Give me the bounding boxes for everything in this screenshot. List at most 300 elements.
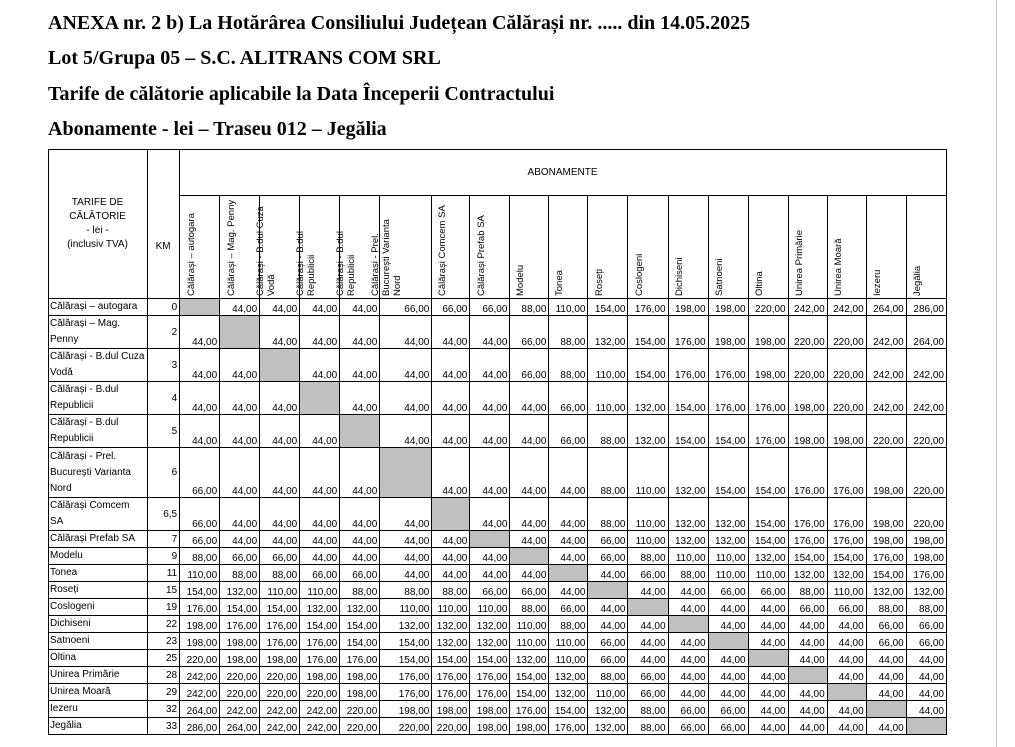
fare-cell: 286,00: [906, 299, 946, 316]
fare-cell: 44,00: [340, 498, 380, 531]
fare-cell: 132,00: [470, 616, 510, 633]
fare-cell: 154,00: [628, 349, 668, 382]
fare-cell: 44,00: [220, 448, 260, 498]
diagonal-cell: [510, 548, 549, 565]
fare-cell: 66,00: [180, 498, 220, 531]
fare-cell: 132,00: [300, 599, 340, 616]
fare-cell: 132,00: [906, 582, 946, 599]
column-header: [180, 196, 220, 299]
fare-cell: 220,00: [220, 667, 260, 684]
fare-cell: 44,00: [788, 633, 827, 650]
row-label: Unirea Primărie: [49, 667, 148, 684]
fare-cell: 176,00: [827, 448, 866, 498]
fare-cell: 66,00: [748, 582, 788, 599]
column-header-label: Jegălia: [912, 265, 924, 296]
fare-cell: 154,00: [300, 616, 340, 633]
fare-cell: 132,00: [708, 531, 748, 548]
fare-cell: 44,00: [380, 316, 432, 349]
column-header: [369, 196, 432, 299]
fare-cell: 176,00: [708, 382, 748, 415]
fare-cell: 198,00: [866, 531, 906, 548]
fare-cell: 44,00: [708, 667, 748, 684]
fare-cell: 154,00: [788, 548, 827, 565]
fare-cell: 154,00: [748, 498, 788, 531]
fare-cell: 242,00: [300, 701, 340, 718]
fare-cell: 220,00: [380, 718, 432, 735]
diagonal-cell: [788, 667, 827, 684]
fare-cell: 242,00: [906, 349, 946, 382]
fare-cell: 132,00: [588, 701, 628, 718]
fare-cell: 88,00: [549, 349, 588, 382]
column-header: [748, 196, 788, 299]
fare-cell: 66,00: [588, 633, 628, 650]
fare-cell: 110,00: [300, 582, 340, 599]
fare-cell: 110,00: [549, 650, 588, 667]
row-km: 3: [148, 349, 180, 382]
tariff-table: [48, 149, 947, 735]
fare-cell: 198,00: [340, 684, 380, 701]
fare-cell: 110,00: [628, 531, 668, 548]
row-km: 2: [148, 316, 180, 349]
fare-cell: 132,00: [432, 633, 470, 650]
fare-cell: 44,00: [827, 650, 866, 667]
fare-cell: 44,00: [748, 599, 788, 616]
fare-cell: 176,00: [470, 667, 510, 684]
fare-cell: 176,00: [220, 616, 260, 633]
row-label: Călărași - B.dul Republicii: [49, 415, 148, 448]
fare-cell: 132,00: [866, 582, 906, 599]
fare-cell: 44,00: [340, 349, 380, 382]
table-row: [49, 582, 947, 599]
column-header-label: Unirea Moară: [832, 238, 844, 296]
fare-cell: 154,00: [668, 415, 708, 448]
column-header-label: Călărași Comcem SA: [436, 205, 448, 296]
fare-cell: 198,00: [510, 718, 549, 735]
fare-cell: 44,00: [827, 701, 866, 718]
fare-cell: 44,00: [906, 701, 946, 718]
fare-cell: 66,00: [380, 299, 432, 316]
fare-cell: 176,00: [260, 616, 300, 633]
column-header-label: Iezeru: [872, 269, 884, 296]
tariff-header-line: CĂLĂTORIE: [69, 211, 126, 222]
fare-cell: 154,00: [708, 415, 748, 448]
tariff-header-line: - lei -: [86, 225, 109, 236]
row-km: 22: [148, 616, 180, 633]
fare-cell: 88,00: [380, 582, 432, 599]
table-row: [49, 718, 947, 735]
table-row: [49, 650, 947, 667]
fare-cell: 154,00: [340, 616, 380, 633]
fare-cell: 88,00: [340, 582, 380, 599]
fare-cell: 132,00: [549, 684, 588, 701]
fare-cell: 242,00: [866, 316, 906, 349]
fare-cell: 44,00: [748, 616, 788, 633]
column-header-label: Călărași - B.dul Cuza Vodă: [254, 206, 277, 296]
fare-cell: 88,00: [260, 565, 300, 582]
fare-cell: 44,00: [788, 616, 827, 633]
fare-cell: 44,00: [866, 667, 906, 684]
fare-cell: 44,00: [708, 599, 748, 616]
column-header: [470, 196, 510, 299]
fare-cell: 132,00: [220, 582, 260, 599]
fare-cell: 88,00: [588, 448, 628, 498]
fare-cell: 44,00: [432, 349, 470, 382]
fare-cell: 66,00: [866, 616, 906, 633]
fare-cell: 154,00: [432, 650, 470, 667]
fare-cell: 66,00: [549, 382, 588, 415]
fare-cell: 220,00: [827, 316, 866, 349]
fare-cell: 66,00: [340, 565, 380, 582]
fare-cell: 44,00: [300, 448, 340, 498]
fare-cell: 110,00: [549, 299, 588, 316]
fare-cell: 44,00: [470, 448, 510, 498]
row-label: Modelu: [49, 548, 148, 565]
fare-cell: 44,00: [788, 718, 827, 735]
route-title: Abonamente - lei – Traseu 012 – Jegălia: [48, 118, 387, 140]
fare-cell: 66,00: [708, 701, 748, 718]
fare-cell: 44,00: [380, 349, 432, 382]
fare-cell: 44,00: [260, 415, 300, 448]
fare-cell: 176,00: [380, 667, 432, 684]
column-header: [708, 196, 748, 299]
fare-cell: 154,00: [668, 382, 708, 415]
abonamente-header: ABONAMENTE: [180, 150, 947, 196]
fare-cell: 66,00: [549, 415, 588, 448]
fare-cell: 132,00: [510, 650, 549, 667]
fare-cell: 44,00: [906, 667, 946, 684]
fare-cell: 88,00: [788, 582, 827, 599]
row-label: Oltina: [49, 650, 148, 667]
fare-cell: 198,00: [668, 299, 708, 316]
fare-cell: 242,00: [827, 299, 866, 316]
row-km: 4: [148, 382, 180, 415]
fare-cell: 44,00: [827, 667, 866, 684]
fare-cell: 44,00: [906, 650, 946, 667]
column-header: [788, 196, 827, 299]
fare-cell: 220,00: [827, 382, 866, 415]
row-km: 7: [148, 531, 180, 548]
fare-cell: 132,00: [470, 633, 510, 650]
table-row: [49, 633, 947, 650]
fare-cell: 44,00: [260, 316, 300, 349]
fare-cell: 220,00: [906, 415, 946, 448]
diagonal-cell: [549, 565, 588, 582]
fare-cell: 132,00: [748, 548, 788, 565]
fare-cell: 88,00: [588, 498, 628, 531]
fare-cell: 44,00: [470, 548, 510, 565]
fare-cell: 176,00: [788, 498, 827, 531]
row-km: 11: [148, 565, 180, 582]
row-label: Iezeru: [49, 701, 148, 718]
column-header: [906, 196, 946, 299]
fare-cell: 66,00: [906, 616, 946, 633]
fare-cell: 44,00: [180, 316, 220, 349]
row-label: Tonea: [49, 565, 148, 582]
fare-cell: 242,00: [260, 718, 300, 735]
fare-cell: 44,00: [788, 684, 827, 701]
fare-cell: 176,00: [470, 684, 510, 701]
fare-cell: 110,00: [708, 548, 748, 565]
fare-cell: 44,00: [668, 684, 708, 701]
fare-cell: 44,00: [827, 633, 866, 650]
fare-cell: 242,00: [866, 382, 906, 415]
fare-cell: 110,00: [588, 349, 628, 382]
fare-cell: 154,00: [510, 667, 549, 684]
fare-cell: 110,00: [549, 633, 588, 650]
fare-cell: 176,00: [180, 599, 220, 616]
diagonal-cell: [340, 415, 380, 448]
fare-cell: 66,00: [180, 531, 220, 548]
fare-cell: 176,00: [549, 718, 588, 735]
fare-cell: 132,00: [588, 316, 628, 349]
fare-cell: 176,00: [827, 531, 866, 548]
row-label: Coslogeni: [49, 599, 148, 616]
fare-cell: 66,00: [588, 548, 628, 565]
row-km: 6,5: [148, 498, 180, 531]
fare-cell: 44,00: [432, 382, 470, 415]
row-label: Călărași - B.dul Cuza Vodă: [49, 349, 148, 382]
fare-cell: 176,00: [906, 565, 946, 582]
diagonal-cell: [180, 299, 220, 316]
fare-cell: 110,00: [380, 599, 432, 616]
fare-cell: 66,00: [708, 718, 748, 735]
diagonal-cell: [470, 531, 510, 548]
fare-cell: 44,00: [549, 531, 588, 548]
row-km: 5: [148, 415, 180, 448]
row-km: 28: [148, 667, 180, 684]
fare-cell: 44,00: [340, 448, 380, 498]
fare-cell: 198,00: [432, 701, 470, 718]
fare-cell: 44,00: [748, 684, 788, 701]
row-km: 29: [148, 684, 180, 701]
row-label: Călărași – Mag. Penny: [49, 316, 148, 349]
table-row: [49, 565, 947, 582]
fare-cell: 44,00: [827, 616, 866, 633]
column-header: [510, 196, 549, 299]
column-header: [294, 196, 340, 299]
fare-cell: 44,00: [549, 498, 588, 531]
column-header-label: Călărași Prefab SA: [475, 215, 487, 296]
table-row: [49, 548, 947, 565]
fare-cell: 66,00: [220, 548, 260, 565]
fare-cell: 132,00: [380, 616, 432, 633]
table-row: [49, 531, 947, 548]
fare-cell: 220,00: [340, 701, 380, 718]
diagonal-cell: [300, 382, 340, 415]
fare-cell: 44,00: [180, 382, 220, 415]
fare-cell: 110,00: [588, 382, 628, 415]
fare-cell: 154,00: [260, 599, 300, 616]
fare-cell: 44,00: [748, 718, 788, 735]
fare-cell: 44,00: [260, 448, 300, 498]
fare-cell: 154,00: [340, 633, 380, 650]
fare-cell: 44,00: [628, 650, 668, 667]
column-header: [588, 196, 628, 299]
row-km: 0: [148, 299, 180, 316]
fare-cell: 66,00: [260, 548, 300, 565]
diagonal-cell: [866, 701, 906, 718]
table-row: [49, 382, 947, 415]
table-row: [49, 667, 947, 684]
fare-cell: 66,00: [628, 684, 668, 701]
fare-cell: 198,00: [788, 382, 827, 415]
fare-cell: 154,00: [380, 633, 432, 650]
fare-cell: 44,00: [668, 650, 708, 667]
fare-cell: 44,00: [588, 599, 628, 616]
fare-cell: 44,00: [220, 415, 260, 448]
fare-cell: 66,00: [628, 565, 668, 582]
fare-cell: 44,00: [300, 299, 340, 316]
fare-cell: 44,00: [510, 531, 549, 548]
lot-title: Lot 5/Grupa 05 – S.C. ALITRANS COM SRL: [48, 47, 441, 69]
table-row: [49, 616, 947, 633]
table-row: [49, 684, 947, 701]
fare-cell: 220,00: [220, 684, 260, 701]
fare-cell: 198,00: [866, 448, 906, 498]
fare-cell: 44,00: [220, 299, 260, 316]
fare-cell: 44,00: [380, 498, 432, 531]
fare-cell: 44,00: [510, 382, 549, 415]
fare-cell: 176,00: [260, 633, 300, 650]
fare-cell: 154,00: [380, 650, 432, 667]
fare-cell: 44,00: [748, 701, 788, 718]
fare-cell: 44,00: [380, 415, 432, 448]
fare-cell: 176,00: [340, 650, 380, 667]
column-header: [220, 196, 260, 299]
fare-cell: 44,00: [432, 548, 470, 565]
fare-cell: 154,00: [708, 448, 748, 498]
fare-cell: 132,00: [588, 718, 628, 735]
fare-cell: 44,00: [260, 498, 300, 531]
fare-cell: 176,00: [432, 684, 470, 701]
fare-cell: 66,00: [549, 599, 588, 616]
fare-cell: 176,00: [510, 701, 549, 718]
table-row: [49, 701, 947, 718]
fare-cell: 176,00: [380, 684, 432, 701]
fare-cell: 44,00: [300, 316, 340, 349]
fare-cell: 44,00: [628, 616, 668, 633]
fare-cell: 220,00: [340, 718, 380, 735]
fare-cell: 132,00: [668, 448, 708, 498]
fare-cell: 198,00: [260, 650, 300, 667]
row-label: Dichiseni: [49, 616, 148, 633]
fare-cell: 110,00: [708, 565, 748, 582]
fare-cell: 154,00: [866, 565, 906, 582]
row-label: Călărași – autogara: [49, 299, 148, 316]
column-header-label: Călărași – autogara: [185, 213, 197, 296]
fare-cell: 198,00: [827, 415, 866, 448]
diagonal-cell: [260, 349, 300, 382]
fare-cell: 44,00: [300, 548, 340, 565]
fare-cell: 66,00: [588, 650, 628, 667]
fare-cell: 132,00: [827, 565, 866, 582]
km-header: KM: [148, 196, 180, 299]
fare-cell: 88,00: [628, 548, 668, 565]
fare-cell: 66,00: [470, 582, 510, 599]
fare-cell: 198,00: [340, 667, 380, 684]
fare-cell: 198,00: [380, 701, 432, 718]
fare-cell: 88,00: [588, 667, 628, 684]
fare-cell: 44,00: [827, 718, 866, 735]
fare-cell: 44,00: [470, 349, 510, 382]
km-header-top: [148, 150, 180, 196]
table-row: [49, 349, 947, 382]
row-label: Satnoeni: [49, 633, 148, 650]
table-row: [49, 498, 947, 531]
fare-cell: 44,00: [180, 415, 220, 448]
column-header-label: Călărași - B.dul Republicii: [334, 231, 357, 296]
column-header: [432, 196, 470, 299]
fare-cell: 220,00: [788, 349, 827, 382]
fare-cell: 44,00: [628, 633, 668, 650]
fare-cell: 132,00: [549, 667, 588, 684]
row-km: 32: [148, 701, 180, 718]
fare-cell: 220,00: [260, 684, 300, 701]
fare-cell: 264,00: [906, 316, 946, 349]
fare-cell: 44,00: [866, 718, 906, 735]
column-header-label: Oltina: [754, 271, 766, 296]
fare-cell: 66,00: [628, 667, 668, 684]
row-label: Călărași Prefab SA: [49, 531, 148, 548]
fare-cell: 44,00: [708, 684, 748, 701]
fare-cell: 154,00: [470, 650, 510, 667]
fare-cell: 44,00: [180, 349, 220, 382]
fare-cell: 66,00: [300, 565, 340, 582]
fare-cell: 110,00: [827, 582, 866, 599]
fare-cell: 220,00: [432, 718, 470, 735]
fare-cell: 176,00: [788, 448, 827, 498]
diagonal-cell: [827, 684, 866, 701]
fare-cell: 44,00: [300, 415, 340, 448]
fare-cell: 44,00: [470, 382, 510, 415]
fare-cell: 88,00: [628, 701, 668, 718]
fare-cell: 132,00: [668, 498, 708, 531]
fare-cell: 44,00: [510, 565, 549, 582]
fare-cell: 44,00: [220, 349, 260, 382]
fare-cell: 176,00: [668, 316, 708, 349]
fare-cell: 264,00: [866, 299, 906, 316]
tariff-header-cell: [49, 150, 148, 299]
column-header: [254, 196, 300, 299]
fare-cell: 198,00: [788, 415, 827, 448]
fare-cell: 220,00: [827, 349, 866, 382]
fare-cell: 154,00: [628, 316, 668, 349]
fare-cell: 88,00: [180, 548, 220, 565]
fare-cell: 44,00: [432, 531, 470, 548]
diagonal-cell: [906, 718, 946, 735]
column-header-label: Tonea: [554, 270, 566, 296]
row-label: Călărași - B.dul Republicii: [49, 382, 148, 415]
fare-cell: 88,00: [866, 599, 906, 616]
diagonal-cell: [220, 316, 260, 349]
fare-cell: 44,00: [340, 316, 380, 349]
annex-title: ANEXA nr. 2 b) La Hotărârea Consiliului Județean Călărași nr. ..... din 14.05.2025: [48, 12, 751, 34]
column-header-label: Unirea Primărie: [793, 230, 805, 296]
fare-cell: 88,00: [628, 718, 668, 735]
fare-cell: 242,00: [300, 718, 340, 735]
fare-cell: 242,00: [180, 667, 220, 684]
row-km: 6: [148, 448, 180, 498]
fare-cell: 44,00: [668, 582, 708, 599]
fare-cell: 110,00: [510, 616, 549, 633]
column-header-label: Coslogeni: [634, 253, 645, 296]
column-header-label: Călărași - B.dul Republicii: [294, 231, 317, 296]
fare-cell: 44,00: [549, 448, 588, 498]
fare-cell: 110,00: [260, 582, 300, 599]
fare-cell: 176,00: [432, 667, 470, 684]
fare-cell: 242,00: [906, 382, 946, 415]
fare-cell: 44,00: [432, 448, 470, 498]
